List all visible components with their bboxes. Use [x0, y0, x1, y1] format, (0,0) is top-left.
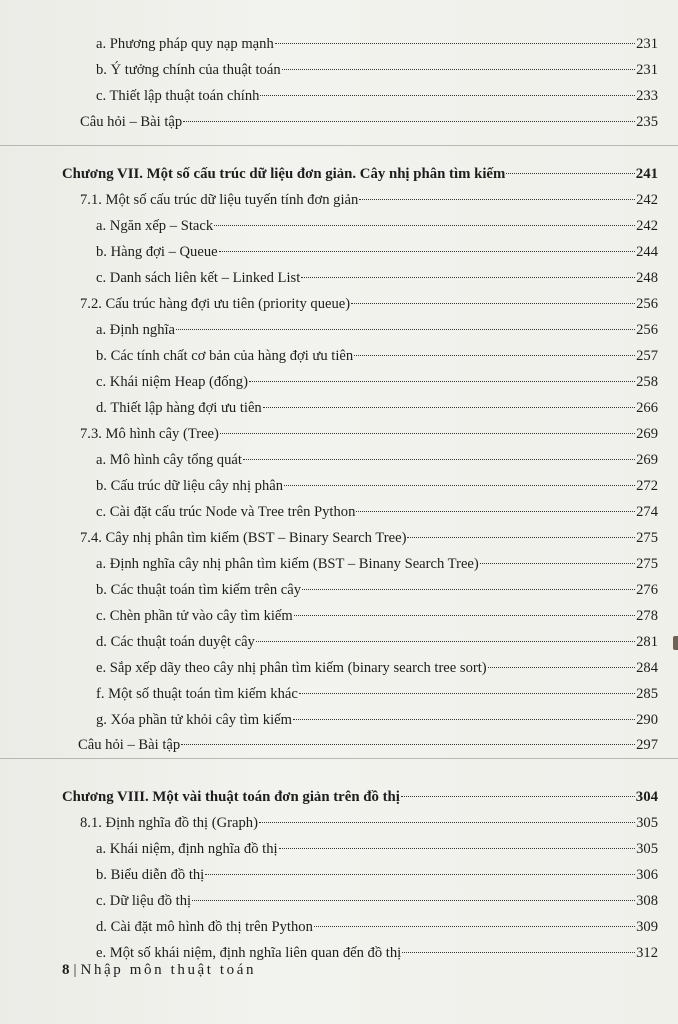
toc-entry-title: f. Một số thuật toán tìm kiếm khác [96, 686, 298, 702]
toc-entry-title: a. Mô hình cây tổng quát [96, 452, 242, 468]
dot-leader [402, 939, 635, 957]
dot-leader [407, 524, 635, 542]
toc-entry-page: 242 [636, 218, 658, 234]
toc-entry-page: 258 [636, 374, 658, 390]
toc-entry [96, 472, 658, 495]
toc-entry [96, 861, 658, 884]
toc-entry [80, 108, 658, 131]
toc-chapter-entry [62, 783, 658, 806]
toc-entry-title: a. Ngăn xếp – Stack [96, 218, 214, 234]
toc-entry [96, 82, 658, 105]
toc-entry-title: e. Một số khái niệm, định nghĩa liên quan đến đồ thị [96, 945, 402, 961]
toc-entry-page: 244 [636, 244, 658, 260]
dot-leader [249, 368, 635, 386]
toc-entry-title: b. Các thuật toán tìm kiếm trên cây [96, 582, 302, 598]
toc-entry-title: Chương VII. Một số cấu trúc dữ liệu đơn giản. Cây nhị phân tìm kiếm [62, 166, 506, 182]
toc-entry-page: 272 [636, 478, 658, 494]
toc-entry-title: e. Sắp xếp dãy theo cây nhị phân tìm kiếm (binary search tree sort) [96, 660, 487, 676]
dot-leader [282, 56, 635, 74]
toc-entry-title: a. Phương pháp quy nạp mạnh [96, 36, 274, 52]
toc-entry [80, 809, 658, 832]
dot-leader [354, 342, 635, 360]
dot-leader [220, 420, 635, 438]
toc-entry-page: 275 [636, 556, 658, 572]
toc-entry-page: 275 [636, 530, 658, 546]
toc-entry-title: d. Các thuật toán duyệt cây [96, 634, 255, 650]
toc-entry-title: c. Cài đặt cấu trúc Node và Tree trên Python [96, 504, 356, 520]
toc-entry-page: 290 [636, 712, 658, 728]
dot-leader [219, 238, 636, 256]
dot-leader [356, 498, 635, 516]
toc-entry [96, 706, 658, 729]
toc-entry-page: 305 [636, 841, 658, 857]
toc-entry-title: c. Thiết lập thuật toán chính [96, 88, 260, 104]
toc-entry [96, 835, 658, 858]
dot-leader [488, 654, 635, 672]
toc-entry [96, 939, 658, 962]
toc-entry [96, 316, 658, 339]
dot-leader [181, 731, 635, 749]
dot-leader [260, 82, 635, 100]
toc-entry [80, 290, 658, 313]
section-divider [0, 145, 678, 146]
toc-entry-page: 248 [636, 270, 658, 286]
toc-entry [96, 628, 658, 651]
toc-entry-page: 276 [636, 582, 658, 598]
toc-entry [96, 887, 658, 910]
toc-entry-page: 285 [636, 686, 658, 702]
toc-chapter-entry [62, 160, 658, 183]
toc-entry [96, 913, 658, 936]
toc-entry-page: 284 [636, 660, 658, 676]
toc-entry-page: 256 [636, 296, 658, 312]
toc-entry-title: 7.4. Cây nhị phân tìm kiếm (BST – Binary Search Tree) [80, 530, 407, 546]
dot-leader [299, 680, 635, 698]
toc-entry-page: 235 [636, 114, 658, 130]
dot-leader [256, 628, 635, 646]
footer-book-title: Nhập môn thuật toán [80, 962, 257, 978]
toc-entry-title: 7.2. Cấu trúc hàng đợi ưu tiên (priority queue) [80, 296, 351, 312]
toc-entry-page: 281 [636, 634, 658, 650]
toc-entry-title: b. Cấu trúc dữ liệu cây nhị phân [96, 478, 284, 494]
toc-entry-title: d. Cài đặt mô hình đồ thị trên Python [96, 919, 313, 935]
dot-leader [294, 602, 635, 620]
toc-entry [96, 498, 658, 521]
toc-entry-page: 257 [636, 348, 658, 364]
dot-leader [359, 186, 635, 204]
toc-entry-page: 233 [636, 88, 658, 104]
page-footer [62, 962, 256, 979]
toc-entry-page: 269 [636, 426, 658, 442]
toc-entry [80, 524, 658, 547]
toc-entry [96, 576, 658, 599]
toc-entry-page: 305 [636, 815, 658, 831]
toc-entry-page: 309 [636, 919, 658, 935]
dot-leader [279, 835, 636, 853]
toc-entry-title: b. Biểu diễn đồ thị [96, 867, 205, 883]
toc-entry-title: a. Định nghĩa cây nhị phân tìm kiếm (BST – Binany Search Tree) [96, 556, 479, 572]
toc-entry-page: 278 [636, 608, 658, 624]
toc-entry-title: d. Thiết lập hàng đợi ưu tiên [96, 400, 262, 416]
dot-leader [351, 290, 635, 308]
dot-leader [480, 550, 635, 568]
dot-leader [301, 264, 635, 282]
dot-leader [263, 394, 635, 412]
footer-page-number: 8 [62, 962, 70, 978]
toc-entry-page: 306 [636, 867, 658, 883]
toc-entry-title: c. Danh sách liên kết – Linked List [96, 270, 301, 286]
dot-leader [275, 30, 635, 48]
toc-entry-title: Câu hỏi – Bài tập [80, 114, 183, 130]
toc-entry [80, 186, 658, 209]
dot-leader [243, 446, 635, 464]
toc-entry [96, 680, 658, 703]
toc-entry-title: a. Khái niệm, định nghĩa đồ thị [96, 841, 278, 857]
dot-leader [205, 861, 635, 879]
toc-entry-page: 242 [636, 192, 658, 208]
section-divider [0, 758, 678, 759]
toc-entry-title: 8.1. Định nghĩa đồ thị (Graph) [80, 815, 258, 831]
toc-entry-page: 256 [636, 322, 658, 338]
toc-entry-page: 308 [636, 893, 658, 909]
toc-entry-title: c. Chèn phần tử vào cây tìm kiếm [96, 608, 293, 624]
dot-leader [259, 809, 635, 827]
toc-entry [96, 550, 658, 573]
toc-entry-title: b. Các tính chất cơ bản của hàng đợi ưu tiên [96, 348, 354, 364]
dot-leader [284, 472, 635, 490]
toc-entry-page: 266 [636, 400, 658, 416]
dot-leader [183, 108, 635, 126]
toc-entry-page: 269 [636, 452, 658, 468]
toc-entry-title: b. Hàng đợi – Queue [96, 244, 218, 260]
toc-entry-title: a. Định nghĩa [96, 322, 176, 338]
toc-entry-title: g. Xóa phần tử khỏi cây tìm kiếm [96, 712, 292, 728]
toc-entry [78, 731, 658, 754]
toc-entry-page: 274 [636, 504, 658, 520]
toc-entry-page: 304 [635, 789, 658, 805]
toc-entry [96, 238, 658, 261]
toc-entry [96, 394, 658, 417]
page-edge-mark [673, 636, 678, 650]
dot-leader [293, 706, 635, 724]
toc-entry [96, 368, 658, 391]
footer-separator: | [73, 962, 77, 978]
toc-entry [96, 602, 658, 625]
dot-leader [176, 316, 635, 334]
toc-entry-page: 312 [636, 945, 658, 961]
toc-entry-page: 297 [636, 737, 658, 753]
toc-entry-title: b. Ý tưởng chính của thuật toán [96, 62, 281, 78]
dot-leader [214, 212, 635, 230]
toc-entry [96, 56, 658, 79]
toc-entry-title: c. Dữ liệu đồ thị [96, 893, 192, 909]
toc-entry [80, 420, 658, 443]
dot-leader [192, 887, 635, 905]
toc-entry [96, 654, 658, 677]
toc-entry [96, 212, 658, 235]
toc-entry-title: 7.1. Một số cấu trúc dữ liệu tuyến tính đơn giản [80, 192, 359, 208]
toc-entry-title: Câu hỏi – Bài tập [78, 737, 181, 753]
toc-entry-title: Chương VIII. Một vài thuật toán đơn giản trên đồ thị [62, 789, 400, 805]
dot-leader [302, 576, 635, 594]
toc-entry [96, 342, 658, 365]
toc-entry [96, 264, 658, 287]
toc-entry [96, 30, 658, 53]
dot-leader [314, 913, 635, 931]
toc-entry-title: 7.3. Mô hình cây (Tree) [80, 426, 219, 442]
toc-entry-page: 231 [636, 36, 658, 52]
dot-leader [506, 160, 634, 178]
dot-leader [401, 783, 635, 801]
toc-entry-page: 241 [635, 166, 658, 182]
toc-entry-title: c. Khái niệm Heap (đống) [96, 374, 248, 390]
toc-entry [96, 446, 658, 469]
toc-entry-page: 231 [636, 62, 658, 78]
